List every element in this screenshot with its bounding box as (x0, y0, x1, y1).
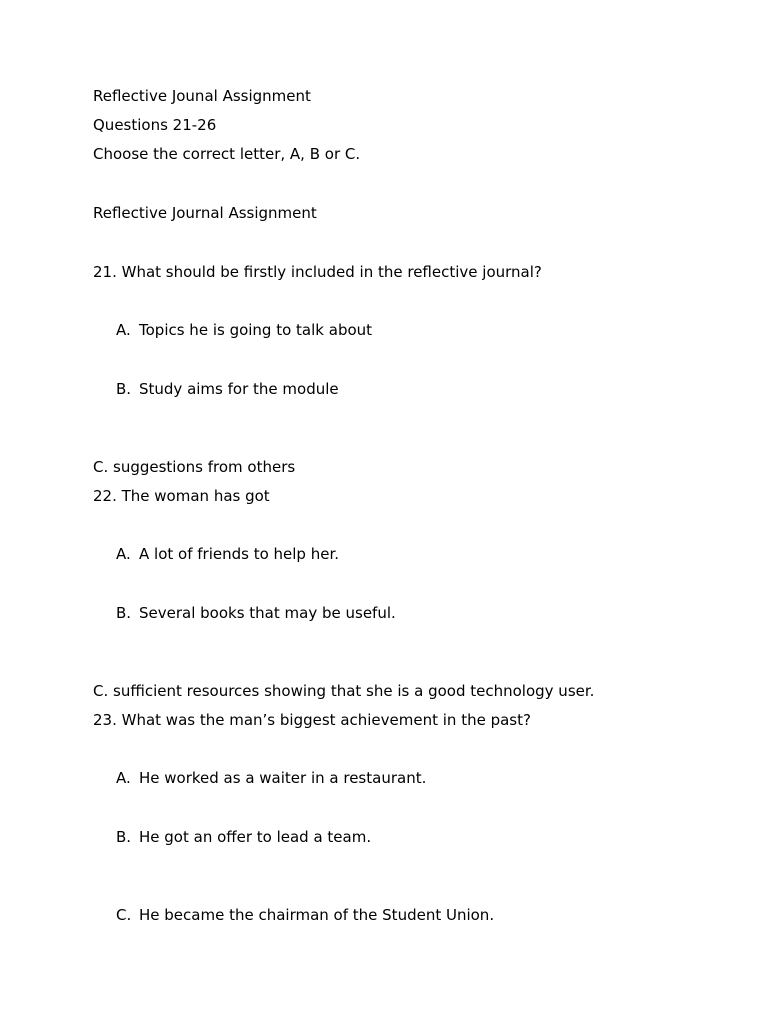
question-22-option-a (116, 545, 339, 563)
question-21-option-b (116, 380, 339, 398)
option-text: Several books that may be useful. (139, 604, 396, 622)
option-letter: B. (116, 828, 132, 846)
question-23-option-a (116, 769, 426, 787)
option-letter: A. (116, 769, 131, 787)
section-title: Reflective Journal Assignment (93, 204, 317, 222)
option-text: He became the chairman of the Student Union. (139, 906, 495, 924)
question-21-option-a (116, 321, 372, 339)
question-21-option-c: C. suggestions from others (93, 458, 296, 476)
question-23-option-c (116, 906, 494, 924)
option-text: Study aims for the module (139, 380, 339, 398)
option-letter: A. (116, 321, 131, 339)
option-text: He got an offer to lead a team. (139, 828, 372, 846)
question-22-option-b (116, 604, 396, 622)
question-23: 23. What was the man’s biggest achievement in the past? (93, 711, 531, 729)
question-23-option-b (116, 828, 371, 846)
instruction-text: Choose the correct letter, A, B or C. (93, 145, 361, 163)
question-21: 21. What should be firstly included in the reflective journal? (93, 263, 542, 281)
option-letter: C. (116, 906, 132, 924)
option-letter: B. (116, 604, 132, 622)
option-text: Topics he is going to talk about (139, 321, 373, 339)
questions-range: Questions 21-26 (93, 116, 217, 134)
option-letter: A. (116, 545, 131, 563)
question-22: 22. The woman has got (93, 487, 270, 505)
option-letter: B. (116, 380, 132, 398)
document-title: Reflective Jounal Assignment (93, 87, 311, 105)
option-text: A lot of friends to help her. (139, 545, 340, 563)
question-22-option-c: C. sufficient resources showing that she is a good technology user. (93, 682, 595, 700)
option-text: He worked as a waiter in a restaurant. (139, 769, 427, 787)
